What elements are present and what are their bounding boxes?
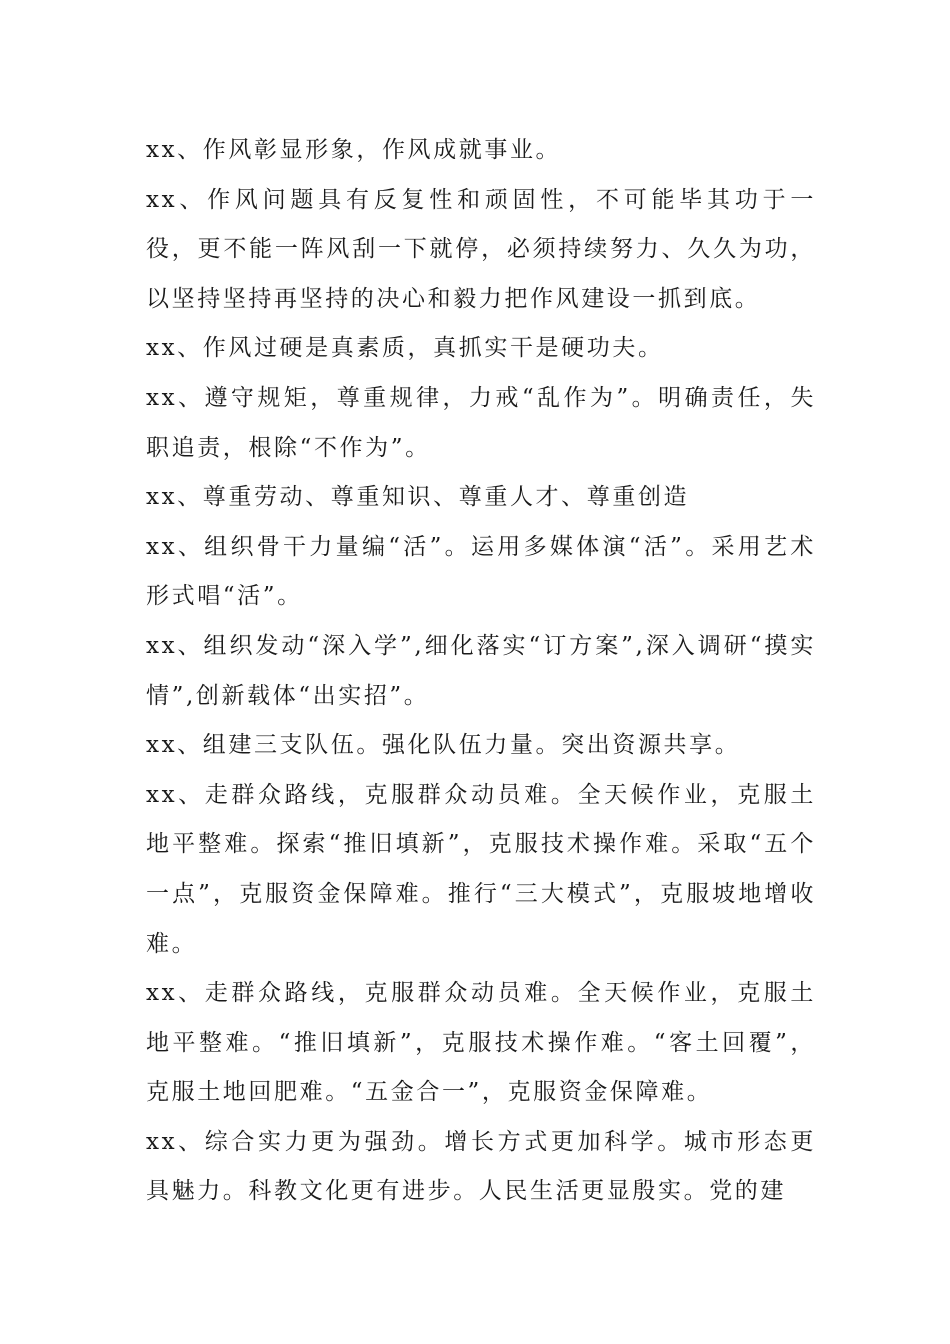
paragraph-6: xx、组织骨干力量编“活”。运用多媒体演“活”。采用艺术形式唱“活”。 bbox=[146, 533, 816, 610]
paragraph-11: xx、综合实力更为强劲。增长方式更加科学。城市形态更具魅力。科教文化更有进步。人民生活更显殷实。党的建 bbox=[146, 1128, 816, 1205]
paragraph-4: xx、遵守规矩，尊重规律，力戒“乱作为”。明确责任，失职追责，根除“不作为”。 bbox=[146, 384, 816, 461]
paragraph-8: xx、组建三支队伍。强化队伍力量。突出资源共享。 bbox=[146, 732, 741, 759]
paragraph-3: xx、作风过硬是真素质，真抓实干是硬功夫。 bbox=[146, 335, 664, 362]
document-body bbox=[146, 126, 816, 1217]
paragraph-5: xx、尊重劳动、尊重知识、尊重人才、尊重创造 bbox=[146, 484, 690, 511]
paragraph-2: xx、作风问题具有反复性和顽固性，不可能毕其功于一役，更不能一阵风刮一下就停，必须持续努力、久久为功，以坚持坚持再坚持的决心和毅力把作风建设一抓到底。 bbox=[146, 186, 816, 312]
paragraph-9: xx、走群众路线，克服群众动员难。全天候作业，克服土地平整难。探索“推旧填新”，克服技术操作难。采取“五个一点”，克服资金保障难。推行“三大模式”，克服坡地增收难。 bbox=[146, 781, 816, 957]
paragraph-1: xx、作风彰显形象，作风成就事业。 bbox=[146, 137, 562, 163]
paragraph-7: xx、组织发动“深入学”,细化落实“订方案”,深入调研“摸实情”,创新载体“出实招”。 bbox=[146, 632, 816, 709]
paragraph-10: xx、走群众路线，克服群众动员难。全天候作业，克服土地平整难。“推旧填新”，克服技术操作难。“客土回覆”，克服土地回肥难。“五金合一”，克服资金保障难。 bbox=[146, 980, 816, 1106]
